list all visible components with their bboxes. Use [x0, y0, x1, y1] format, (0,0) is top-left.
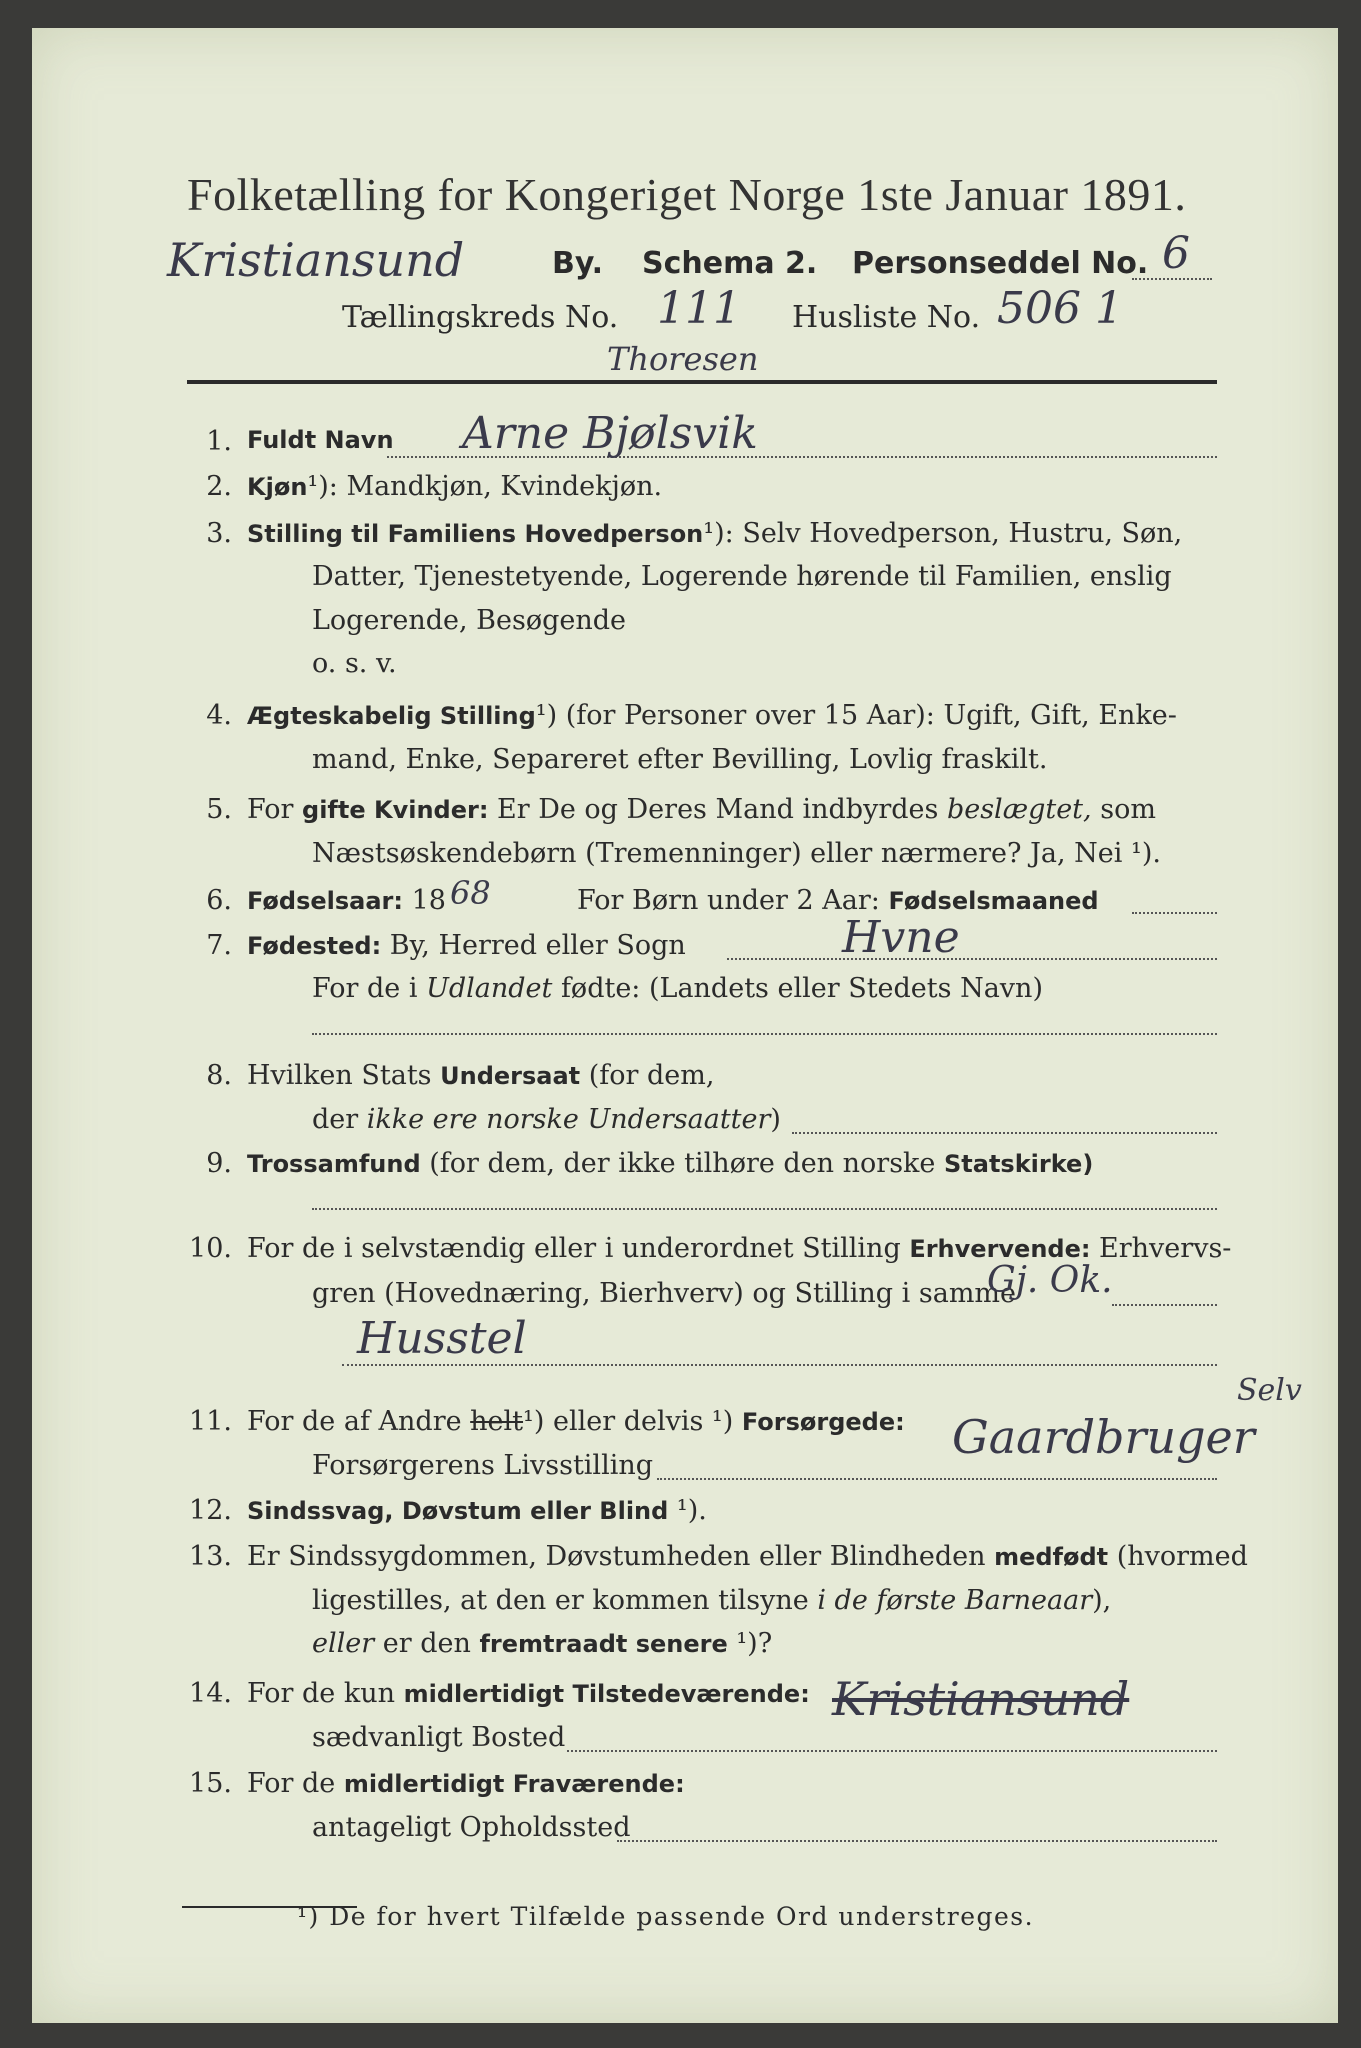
field-number: 12. [189, 1495, 232, 1526]
sindssvag-line [247, 1495, 707, 1526]
fodselsaar-line [247, 885, 446, 916]
field-number: 10. [189, 1233, 232, 1264]
forsorger-value: Gaardbruger [952, 1410, 1255, 1464]
gifte-line [247, 794, 1156, 825]
aegteskab-label: Ægteskabelig Stilling [247, 702, 536, 730]
stilling-line [247, 518, 1182, 549]
fravaerende-text-a: For de [247, 1768, 344, 1799]
bosted-value: Kristiansund [832, 1672, 1130, 1726]
husliste-number: 506 1 [997, 283, 1123, 334]
kjon-label: Kjøn [247, 473, 308, 501]
census-sheet [32, 28, 1338, 2023]
udlandet-text-c: fødte: (Landets eller Stedets Navn) [552, 973, 1043, 1004]
husliste-label: Husliste No. [792, 300, 981, 335]
personseddel-number: 6 [1162, 228, 1190, 279]
fodselsmaaned-line [577, 885, 1099, 916]
fodselsaar-text: 18 [403, 885, 446, 916]
field-number: 5. [206, 794, 232, 825]
aegteskab-text1: ¹) (for Personer over 15 Aar): Ugift, Gift, Enke- [535, 700, 1177, 731]
erhverv-dots1 [1112, 1304, 1217, 1306]
erhverv-dots2 [342, 1364, 1217, 1366]
field-number: 9. [206, 1148, 232, 1179]
sindssvag-text: ¹). [668, 1495, 707, 1526]
udlandet-text-b: Udlandet [426, 973, 553, 1004]
sindssvag-label: Sindssvag, Døvstum eller Blind [247, 1497, 669, 1525]
forsorger-dots [657, 1478, 1217, 1480]
field-number: 11. [189, 1406, 232, 1437]
erhverv-value2: Husstel [357, 1313, 527, 1364]
udlandet-line [312, 973, 1043, 1004]
medfodt-text-b: (hvormed [1108, 1541, 1248, 1572]
fodselsmaaned-label: Fødselsmaaned [888, 887, 1099, 915]
form-title: Folketælling for Kongeriget Norge 1ste Januar 1891. [187, 169, 1187, 220]
bosted-label: sædvanligt Bosted [312, 1722, 566, 1753]
undersaat-text2-b: ikke ere norske Undersaatter [366, 1104, 771, 1135]
fodested-value: Hvne [842, 912, 960, 963]
gifte-text2: Næstsøskendebørn (Tremenninger) eller nærmere? Ja, Nei ¹). [312, 838, 1161, 869]
fuldt-navn-label: Fuldt Navn [247, 426, 394, 454]
fravaerende-line [247, 1768, 685, 1799]
erhverv-value1: Gj. Ok. [987, 1260, 1113, 1301]
fodselsmaaned-text: For Børn under 2 Aar: [577, 885, 889, 916]
fodested-line [247, 930, 686, 961]
undersaat-text2-a: der [312, 1104, 367, 1135]
udlandet-text-a: For de i [312, 973, 427, 1004]
stilling-text4: o. s. v. [312, 648, 397, 679]
taellingskreds-label: Tællingskreds No. [342, 300, 619, 335]
tilstede-text-a: For de kun [247, 1678, 404, 1709]
medfodt-line [247, 1541, 1248, 1572]
undersaat-line2 [312, 1104, 781, 1135]
medfodt-text2-b: i de første Barneaar [817, 1585, 1093, 1616]
forsorgede-line [247, 1406, 905, 1437]
header-rule [187, 380, 1217, 384]
trossamfund-dots [312, 1208, 1217, 1210]
kjon-line [247, 471, 662, 502]
field-number: 6. [206, 885, 232, 916]
fodested-text: By, Herred eller Sogn [381, 930, 686, 961]
personseddel-label: Personseddel No. [852, 246, 1149, 281]
forsorger-livsstilling-label: Forsørgerens Livsstilling [312, 1450, 654, 1481]
gifte-label: gifte Kvinder: [302, 796, 489, 824]
field-number: 7. [206, 930, 232, 961]
undersaat-line [247, 1060, 714, 1091]
trossamfund-line [247, 1148, 1093, 1179]
kjon-text: ¹): Mandkjøn, Kvindekjøn. [307, 471, 663, 502]
forsorgede-note: Selv [1237, 1373, 1302, 1408]
fodested-dots [727, 958, 1217, 960]
erhverv-text2: gren (Hovednæring, Bierhverv) og Stilling i samme [312, 1278, 1017, 1309]
field-number: 8. [206, 1060, 232, 1091]
erhverv-label: Erhvervende: [909, 1235, 1091, 1263]
medfodt-line2 [312, 1585, 1111, 1616]
personseddel-dots [1132, 278, 1212, 280]
field-number: 13. [189, 1541, 232, 1572]
tilstede-line [247, 1678, 810, 1709]
city-suffix: By. [552, 246, 604, 281]
gifte-text1b: Er De og Deres Mand indbyrdes [488, 794, 947, 825]
field-number: 4. [206, 700, 232, 731]
forsorgede-text-c: ¹) eller delvis ¹) [523, 1406, 742, 1437]
undersaat-text-b: (for dem, [580, 1060, 715, 1091]
gifte-text1c: beslægtet, [946, 794, 1092, 825]
schema-label: Schema 2. [642, 246, 818, 281]
taellingskreds-number: 111 [657, 283, 741, 334]
fodselsaar-year: 68 [450, 874, 491, 912]
udlandet-dots [312, 1033, 1217, 1035]
footnote: ¹) De for hvert Tilfælde passende Ord understreges. [297, 1902, 1035, 1931]
stilling-text3: Logerende, Besøgende [312, 605, 626, 636]
medfodt-text3-c: ¹)? [727, 1628, 773, 1659]
field-number: 14. [189, 1678, 232, 1709]
trossamfund-label: Trossamfund [247, 1150, 421, 1178]
undersaat-text-a: Hvilken Stats [247, 1060, 441, 1091]
medfodt-text3-a: eller [312, 1628, 375, 1659]
erhverv-text-b: Erhvervs- [1090, 1233, 1232, 1264]
forsorgede-label: Forsørgede: [741, 1408, 905, 1436]
gifte-text1a: For [247, 794, 303, 825]
fremtraadt-label: fremtraadt senere [479, 1630, 728, 1658]
tilstede-label: midlertidigt Tilstedeværende: [403, 1680, 810, 1708]
statskirke-label: Statskirke) [943, 1150, 1094, 1178]
erhverv-text-a: For de i selvstændig eller i underordnet Stilling [247, 1233, 910, 1264]
gifte-text1d: som [1091, 794, 1156, 825]
forsorgede-helt: helt [470, 1406, 524, 1437]
stilling-text2: Datter, Tjenestetyende, Logerende hørende til Familien, enslig [312, 561, 1172, 592]
field-number: 1. [206, 426, 232, 457]
opholdssted-dots [617, 1840, 1217, 1842]
medfodt-text2-c: ), [1092, 1585, 1112, 1616]
stilling-label: Stilling til Familiens Hovedperson [247, 520, 704, 548]
city-handwritten: Kristiansund [167, 233, 465, 287]
aegteskab-line [247, 700, 1177, 731]
undersaat-text2-c: ) [770, 1104, 781, 1135]
aegteskab-text2: mand, Enke, Separeret efter Bevilling, Lovlig fraskilt. [312, 744, 1048, 775]
medfodt-text2-a: ligestilles, at den er kommen tilsyne [312, 1585, 818, 1616]
fodested-label: Fødested: [247, 932, 382, 960]
opholdssted-label: antageligt Opholdssted [312, 1812, 631, 1843]
medfodt-label: medfødt [994, 1543, 1109, 1571]
medfodt-text-a: Er Sindssygdommen, Døvstumheden eller Blindheden [247, 1541, 995, 1572]
undersaat-dots [792, 1132, 1217, 1134]
medfodt-line3 [312, 1628, 772, 1659]
fodselsmaaned-dots [1132, 912, 1217, 914]
trossamfund-text: (for dem, der ikke tilhøre den norske [420, 1148, 944, 1179]
fuldt-navn-value: Arne Bjølsvik [462, 408, 758, 459]
undersaat-label: Undersaat [440, 1062, 581, 1090]
field-number: 3. [206, 518, 232, 549]
field-number: 15. [189, 1768, 232, 1799]
fodselsaar-label: Fødselsaar: [247, 887, 403, 915]
forsorgede-text-a: For de af Andre [247, 1406, 471, 1437]
medfodt-text3-b: er den [374, 1628, 480, 1659]
stilling-text1: ¹): Selv Hovedperson, Hustru, Søn, [703, 518, 1183, 549]
bosted-dots [567, 1750, 1217, 1752]
field-number: 2. [206, 471, 232, 502]
fravaerende-label: midlertidigt Fraværende: [343, 1770, 685, 1798]
street-handwritten: Thoresen [607, 340, 759, 378]
